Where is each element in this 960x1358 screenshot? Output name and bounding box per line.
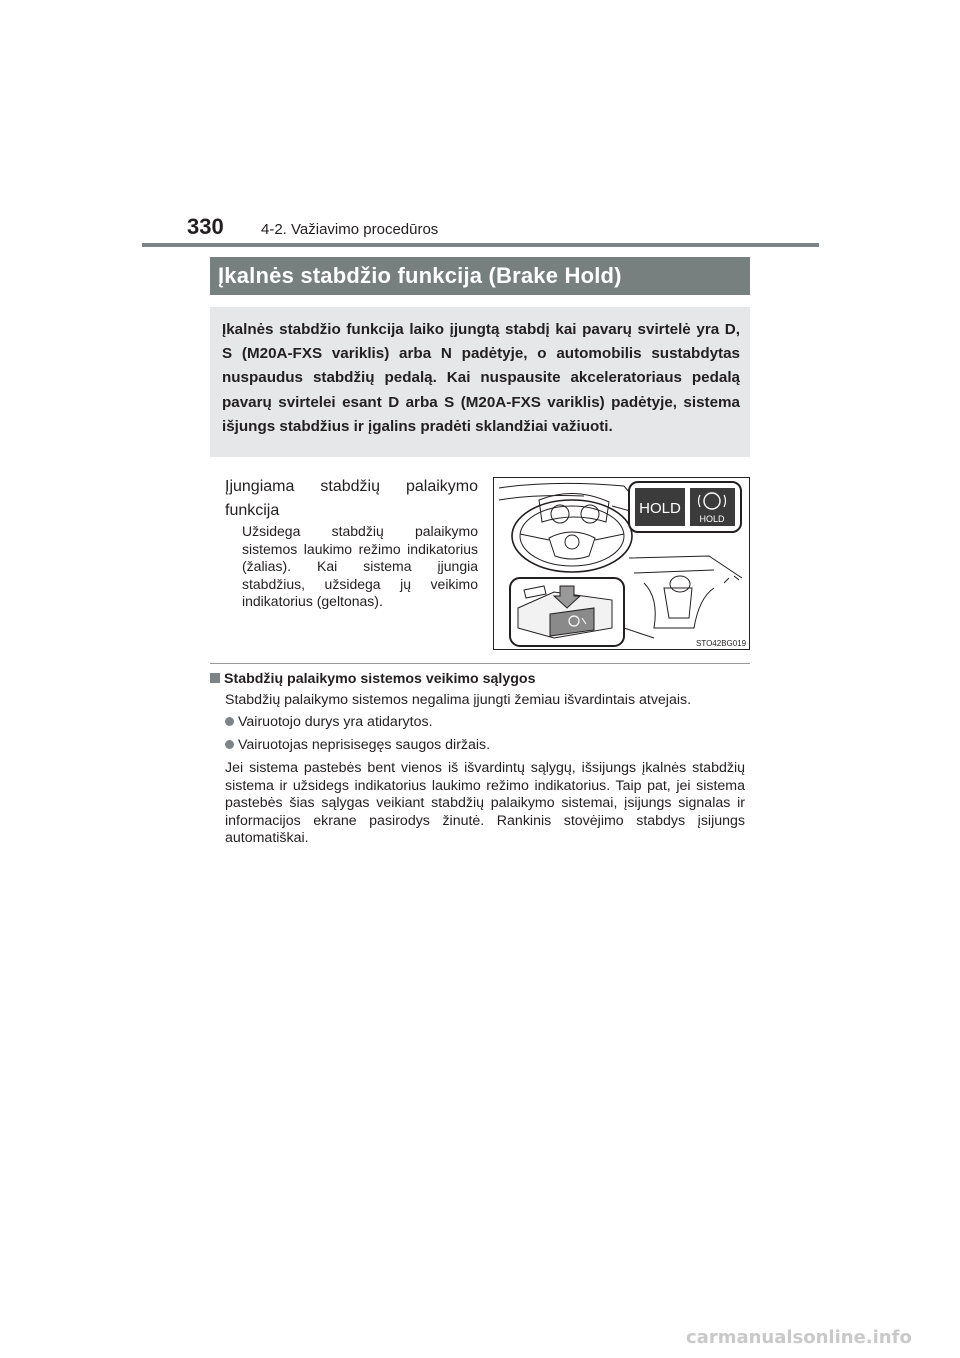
list-item [225,714,433,730]
watermark: carmanualsonline.info [686,1327,912,1348]
conditions-heading [210,671,535,687]
list-item-text: Vairuotojo durys yra atidarytos. [238,714,433,730]
conditions-heading-text: Stabdžių palaikymo sistemos veikimo sąlygos [224,671,536,687]
switch-callout [510,578,624,646]
conditions-text: Stabdžių palaikymo sistemos negalima įjungti žemiau išvardintais atvejais. [225,692,692,708]
brake-hold-indicator-label: HOLD [699,514,725,524]
page-number: 330 [187,214,224,239]
intro-text: Įkalnės stabdžio funkcija laiko įjungtą stabdį kai pavarų svirtelė yra D, S (M20A-FXS variklis) arba N padėtyje, o automobilis sustabdytas nuspaudus stabdžių pedalą. Kai nuspausite akceleratoriaus pedalą pavarų svirtelei esant D arba S (M20A-FXS variklis) padėtyje, sistema išjungs stabdžius ir įgalins pradėti sklandžiai važiuoti. [222,321,740,435]
hold-indicator-icon: HOLD [639,500,681,517]
feature-description: Užsidega stabdžių palaikymo sistemos laukimo režimo indikatorius (žalias). Kai sistema įjungia stabdžius, užsidega jų veikimo indikatorius (geltonas). [242,523,478,609]
section-divider [210,663,750,664]
feature-label [225,475,478,523]
list-item [225,737,490,753]
dashboard-illustration [494,478,750,650]
round-bullet-icon [225,717,234,726]
list-item-text: Vairuotojas neprisisegęs saugos diržais. [238,737,491,753]
round-bullet-icon [225,740,234,749]
feature-label-line-2: funkcija [225,502,280,519]
square-bullet-icon [210,673,220,683]
indicator-callout [629,482,741,532]
feature-label-line-1: Įjungiama stabdžių palaikymo [225,478,478,495]
section-title: 4-2. Važiavimo procedūros [261,221,439,238]
page-title: Įkalnės stabdžio funkcija (Brake Hold) [210,257,750,295]
figure-code: STO42BG019 [696,639,747,648]
illustration-figure [493,477,750,650]
conditions-paragraph: Jei sistema pastebės bent vienos iš išvardintų sąlygų, išsijungs įkalnės stabdžių sistema ir užsidegs indikatorius laukimo režimo indikatorius. Taip pat, jei sistema pastebės šias sąlygas veikiant stabdžių palaikymo sistemai, įsijungs signalas ir informacijos ekrane pasirodys žinutė. Rankinis stovėjimo stabdys įsijungs automatiškai. [225,760,745,847]
header-rule [142,243,819,247]
intro-box [210,307,750,457]
